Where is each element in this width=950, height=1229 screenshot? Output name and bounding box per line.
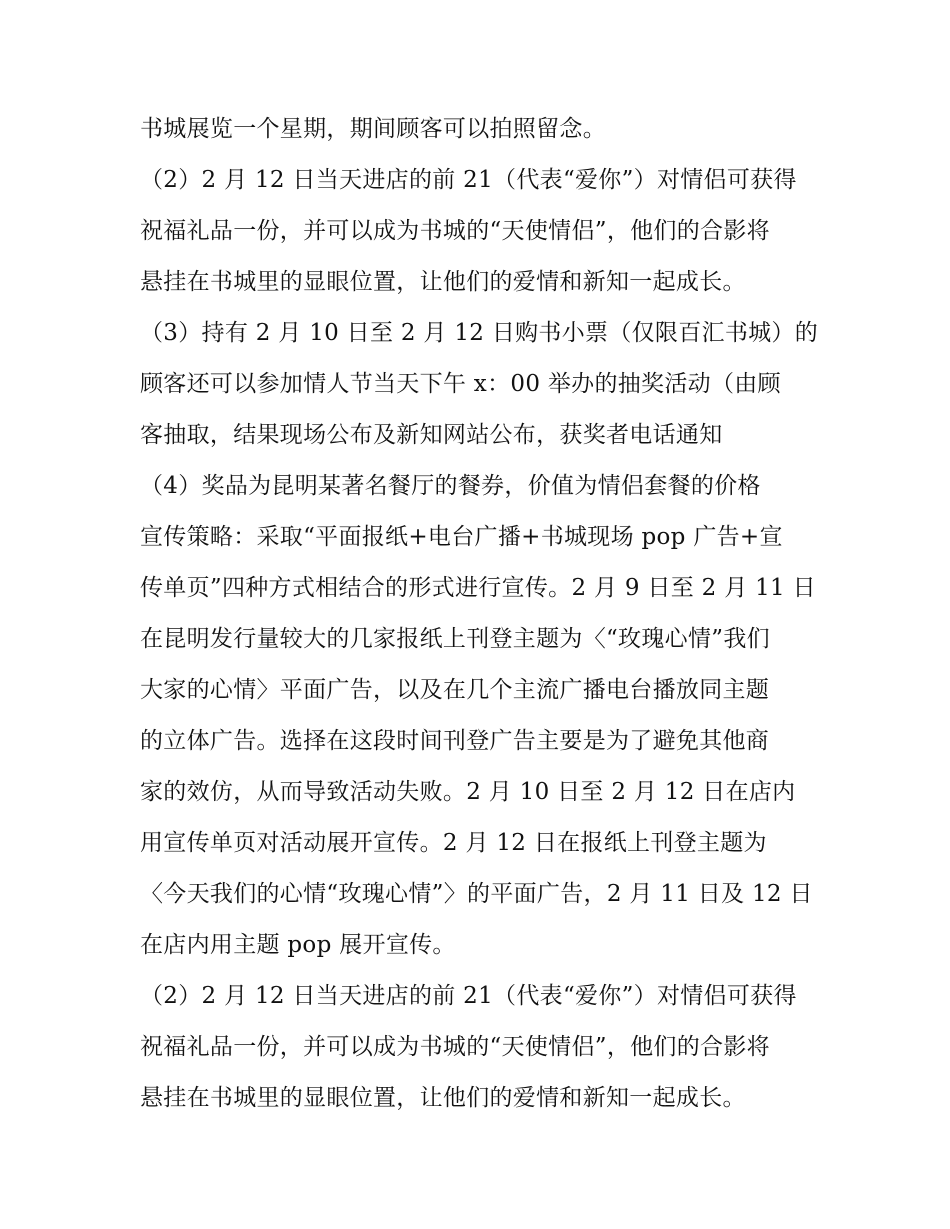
text-line: 宣传策略：采取“平面报纸+电台广播+书城现场 pop 广告+宣 [140,524,783,550]
text-line: 用宣传单页对活动展开宣传。2 月 12 日在报纸上刊登主题为 [140,830,767,856]
text-line: 家的效仿，从而导致活动失败。2 月 10 日至 2 月 12 日在店内 [140,779,796,805]
text-line: 〈今天我们的心情“玫瑰心情”〉的平面广告，2 月 11 日及 12 日 [140,881,813,907]
text-line: 书城展览一个星期，期间顾客可以拍照留念。 [140,116,606,142]
text-line: 在店内用主题 pop 展开宣传。 [140,932,456,958]
text-line: 在昆明发行量较大的几家报纸上刊登主题为〈“玫瑰心情”我们 [140,626,770,652]
text-line: 大家的心情〉平面广告，以及在几个主流广播电台播放同主题 [140,677,770,703]
text-line: 祝福礼品一份，并可以成为书城的“天使情侣”，他们的合影将 [140,1034,770,1060]
text-line: （3）持有 2 月 10 日至 2 月 12 日购书小票（仅限百汇书城）的 [140,320,819,346]
text-line: 悬挂在书城里的显眼位置，让他们的爱情和新知一起成长。 [140,269,746,295]
document-body [140,104,820,1124]
text-line: （2）2 月 12 日当天进店的前 21（代表“爱你”）对情侣可获得 [140,983,797,1009]
text-line: （2）2 月 12 日当天进店的前 21（代表“爱你”）对情侣可获得 [140,167,797,193]
text-line: 客抽取，结果现场公布及新知网站公布，获奖者电话通知 [140,422,723,448]
text-line: 悬挂在书城里的显眼位置，让他们的爱情和新知一起成长。 [140,1085,746,1111]
text-line: 顾客还可以参加情人节当天下午 x：00 举办的抽奖活动（由顾 [140,371,781,397]
text-line: 的立体广告。选择在这段时间刊登广告主要是为了避免其他商 [140,728,770,754]
text-line: 传单页”四种方式相结合的形式进行宣传。2 月 9 日至 2 月 11 日 [140,575,816,601]
text-line: 祝福礼品一份，并可以成为书城的“天使情侣”，他们的合影将 [140,218,770,244]
text-line: （4）奖品为昆明某著名餐厅的餐券，价值为情侣套餐的价格 [140,473,761,499]
